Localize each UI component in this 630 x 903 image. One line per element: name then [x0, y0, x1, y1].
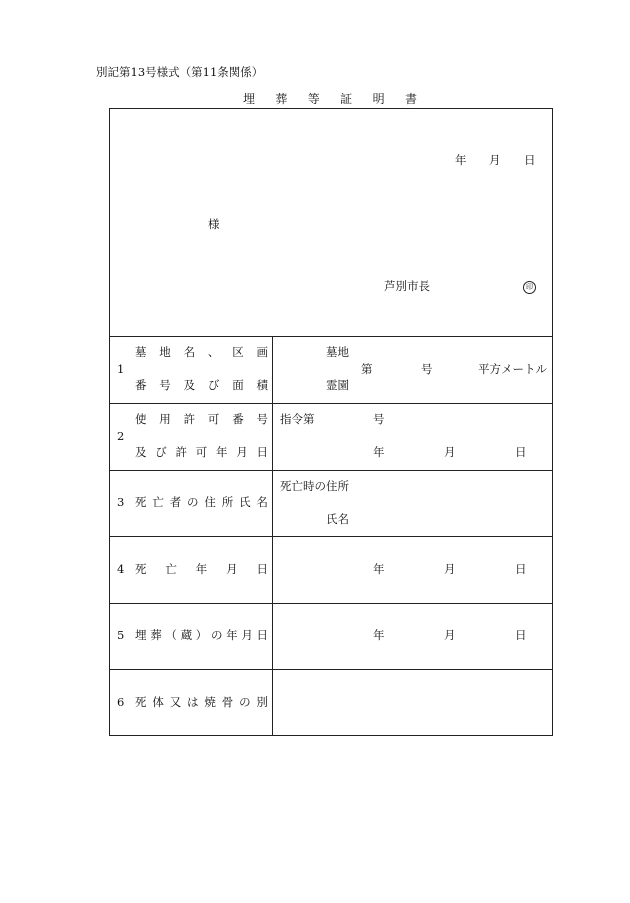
- row2-label-line2: [135, 447, 268, 459]
- row-number-4: 4: [117, 562, 125, 576]
- row-divider: [109, 536, 553, 537]
- document-title: [243, 93, 417, 105]
- burial-day: 日: [515, 628, 527, 642]
- row4-label: [135, 564, 268, 576]
- date-month: 月: [489, 153, 501, 167]
- label-char: ）: [195, 628, 208, 642]
- address-label: 死亡時の住所: [280, 479, 349, 493]
- label-char: び: [207, 378, 220, 392]
- label-char: 区: [232, 345, 244, 359]
- label-char: 埋: [135, 628, 147, 642]
- label-char: 許: [183, 412, 196, 426]
- area-unit: 平方メートル: [478, 362, 547, 376]
- date-day: 日: [524, 153, 536, 167]
- dai-label: 第: [361, 362, 373, 376]
- burial-year: 年: [373, 628, 385, 642]
- label-char: 住: [204, 495, 216, 509]
- row-divider: [109, 336, 553, 337]
- label-char: 号: [256, 412, 268, 426]
- row5-label: [135, 630, 268, 642]
- label-char: 年: [226, 628, 238, 642]
- row-divider: [109, 403, 553, 404]
- label-char: 死: [135, 495, 147, 509]
- label-char: 許: [175, 445, 187, 459]
- label-char: 番: [232, 412, 244, 426]
- death-year: 年: [373, 562, 385, 576]
- burial-month: 月: [444, 628, 456, 642]
- title-char: 証: [340, 92, 353, 106]
- row-divider: [109, 470, 553, 471]
- bochi-label: 墓地: [326, 345, 349, 359]
- permit-year: 年: [373, 445, 385, 459]
- label-char: 及: [183, 378, 196, 392]
- label-char: の: [187, 495, 199, 509]
- row-number-3: 3: [117, 495, 125, 509]
- label-char: 別: [256, 695, 268, 709]
- label-char: 日: [256, 562, 268, 576]
- label-char: 日: [256, 628, 268, 642]
- row-number-5: 5: [117, 628, 125, 642]
- label-char: 亡: [165, 562, 177, 576]
- label-char: 骨: [221, 695, 234, 709]
- label-char: 可: [195, 445, 208, 459]
- label-char: 使: [135, 412, 147, 426]
- label-char: 可: [207, 412, 220, 426]
- label-char: 葬: [150, 628, 162, 642]
- label-char: 積: [256, 378, 268, 392]
- row6-label: [135, 697, 268, 709]
- label-char: 亡: [152, 495, 164, 509]
- addressee-suffix: 様: [208, 217, 220, 231]
- label-char: 日: [256, 445, 268, 459]
- title-char: 書: [404, 92, 417, 106]
- label-char: 月: [226, 562, 238, 576]
- label-char: 、: [207, 345, 220, 359]
- reien-label: 霊園: [326, 378, 349, 392]
- title-char: 埋: [243, 92, 256, 106]
- label-char: 月: [241, 628, 253, 642]
- label-char: 所: [221, 495, 234, 509]
- date-year: 年: [455, 153, 467, 167]
- label-char: 面: [232, 378, 244, 392]
- form-reference: 別記第13号様式（第11条関係）: [96, 65, 264, 79]
- title-char: 明: [372, 92, 385, 106]
- label-char: （: [165, 628, 177, 642]
- go-label: 号: [421, 362, 433, 376]
- permit-month: 月: [444, 445, 456, 459]
- label-char: 及: [135, 445, 147, 459]
- name-label: 氏名: [326, 512, 349, 526]
- label-char: 氏: [239, 495, 251, 509]
- row-divider: [109, 669, 553, 670]
- row-number-2: 2: [117, 429, 125, 443]
- death-day: 日: [515, 562, 527, 576]
- shirei-label: 指令第: [280, 412, 315, 426]
- label-char: の: [210, 628, 223, 642]
- column-divider: [272, 336, 273, 736]
- row-number-1: 1: [117, 362, 125, 376]
- row-number-6: 6: [117, 695, 125, 709]
- label-char: 蔵: [180, 628, 193, 642]
- label-char: 又: [169, 695, 182, 709]
- death-month: 月: [444, 562, 456, 576]
- label-char: 者: [169, 495, 182, 509]
- label-char: 画: [256, 345, 268, 359]
- label-char: 死: [135, 695, 147, 709]
- label-char: 地: [159, 345, 171, 359]
- label-char: の: [239, 695, 251, 709]
- permit-day: 日: [515, 445, 527, 459]
- label-char: 月: [236, 445, 248, 459]
- seal-mark: 印: [523, 281, 536, 294]
- row1-label-line2: [135, 380, 268, 392]
- label-char: 年: [195, 562, 208, 576]
- label-char: 墓: [135, 345, 147, 359]
- row1-label-line1: [135, 347, 268, 359]
- title-char: 葬: [275, 92, 288, 106]
- label-char: 号: [159, 378, 171, 392]
- label-char: は: [187, 695, 199, 709]
- label-char: 年: [216, 445, 228, 459]
- label-char: 用: [159, 412, 171, 426]
- label-char: 名: [183, 345, 196, 359]
- label-char: 体: [152, 695, 164, 709]
- label-char: 名: [256, 495, 268, 509]
- issuer-title: 芦別市長: [384, 279, 430, 293]
- label-char: び: [155, 445, 167, 459]
- go-label: 号: [373, 412, 385, 426]
- row3-label: [135, 497, 268, 509]
- label-char: 死: [135, 562, 147, 576]
- row2-label-line1: [135, 414, 268, 426]
- label-char: 番: [135, 378, 147, 392]
- title-char: 等: [307, 92, 320, 106]
- label-char: 焼: [204, 695, 216, 709]
- row-divider: [109, 603, 553, 604]
